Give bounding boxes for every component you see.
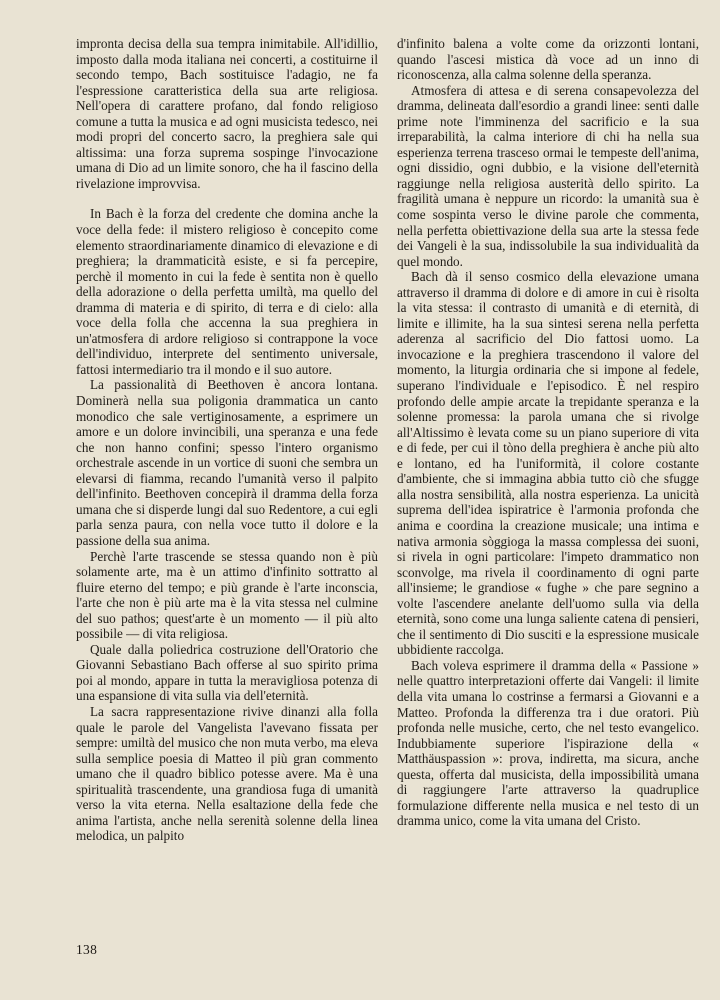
paragraph: Quale dalla poliedrica costruzione dell'Oratorio che Giovanni Sebastiano Bach offerse al suo spirito prima poi al mondo, appare in tutta la meravigliosa potenza di una espansione di vita sulla via dell'eternità. (76, 641, 378, 704)
right-text-column (397, 36, 699, 829)
paragraph: La sacra rappresentazione rivive dinanzi alla folla quale le parole del Vangelista l'avevano fissata per sempre: umiltà del musico che non muta verbo, ma eleva sulla semplice poesia di Matteo il più gran commento umano che il quadro biblico potesse avere. Ma è una spiritualità trascendente, una grandiosa fuga di umanità verso la vita eterna. Nella esaltazione della fede che anima l'artista, anche nella serenità solenne della linea melodica, un palpito (76, 703, 378, 844)
paragraph: In Bach è la forza del credente che domina anche la voce della fede: il mistero religioso è concepito come elemento straordinariamente dinamico di elevazione e di preghiera; la drammaticità esiste, e si fa percepire, perchè il momento in cui la fede è sentita non è quello della adorazione o della perfetta umiltà, ma quello del dramma di materia e di spirito, di terra e di cielo: alla voce della folla che accenna la sua preghiera in un'atmosfera di ardore religioso si contrappone la voce dell'individuo, interprete del sentimento universale, fattosi intermediario tra il mondo e il suo autore. (76, 206, 378, 377)
paragraph: La passionalità di Beethoven è ancora lontana. Dominerà nella sua poligonia drammatica un canto monodico che sale vertiginosamente, a esprimere un amore e un dolore invincibili, una speranza e una fede che non hanno confini; spesso l'intero organismo orchestrale ascende in un vortice di suoni che sembra un elevarsi di fiamma, recando l'umanità verso il palpito dell'infinito. Beethoven concepirà il dramma della forza umana che si disperde lungi dal suo Redentore, a cui egli parla senza paura, con nella voce tutto il dolore e la passione della sua anima. (76, 377, 378, 548)
paragraph: Bach dà il senso cosmico della elevazione umana attraverso il dramma di dolore e di amore in cui è risolta la vita stessa: il contrasto di umanità e di eternità, di limite e illimite, ha la sua sintesi serena nella perfetta aderenza al sacrificio del Dio fattosi uomo. La invocazione e la preghiera trascendono il valore del momento, la liturgia ordinaria che si impone al fedele, superano l'individuale e l'episodico. È nel respiro profondo delle ampie arcate la trepidante speranza e la solenne promessa: la parola umana che si rivolge all'Altissimo è levata come su un piano superiore di vita e di fede, per cui il tòno della preghiera è anche più alto e lontano, ed ha l'uniformità, il colore costante d'ambiente, che si immagina abbia tutto ciò che sfugge alla nostra sensibilità, alla nostra esperienza. La unicità suprema dell'idea ispiratrice è l'armonia profonda che anima e coordina la creazione musicale; una intima e nativa armonia sòggioga la massa complessa dei suoni, si rivela in ogni particolare: l'impeto drammatico non sconvolge, ma rivela il coordinamento di ogni parte all'insieme; le grandiose « fughe » che pare segnino a volte l'ascendere anelante dell'uomo sulla via della eternità, sono come una lunga saliente catena di pensieri, che il sentimento di Dio susciti e la espressione musicale ubbidiente raccolga. (397, 269, 699, 658)
paragraph: Atmosfera di attesa e di serena consapevolezza del dramma, delineata dall'esordio a grandi linee: senti dalle prime note l'imminenza del sacrificio e la sua irreparabilità, la calma interiore di chi ha nella sua esperienza terrena trasceso ormai le tempeste dell'anima, ogni dissidio, ogni dubbio, e la visione dell'eternità raggiunge nella religiosa austerità dello spirito. La fragilità umana è neppure un ricordo: la umanità sua è come sospinta verso le divine parole che commenta, nella perfetta obiettivazione della sua arte la stessa fede dei Vangeli è la sua, indissolubile la sua individualità da quel mondo. (397, 82, 699, 269)
paragraph: impronta decisa della sua tempra inimitabile. All'idillio, imposto dalla moda italiana nei concerti, a costituirne il secondo tempo, Bach sostituisce l'adagio, ne fa l'espressione caratteristica della sua arte religiosa. Nell'opera di carattere profano, dal fondo religioso comune a tutta la musica e ad ogni musicista tedesco, nei modi propri del concerto sacro, la preghiera sale qui altissima: una forza suprema sospinge l'invocazione umana di Dio ad un limite sonoro, che ha il fascino della rivelazione improvvisa. (76, 36, 378, 191)
page-number: 138 (76, 942, 98, 957)
paragraph: Perchè l'arte trascende se stessa quando non è più solamente arte, ma è un attimo d'infinito sottratto al fluire eterno del tempo; e più grande è l'arte inconscia, l'arte che non è più arte ma è la vita stessa nel culmine del suo pathos; quest'arte è un momento — il più alto possibile — di vita religiosa. (76, 548, 378, 642)
paragraph: d'infinito balena a volte come da orizzonti lontani, quando l'ascesi mistica dà voce ad un inno di riconoscenza, alla calma solenne della speranza. (397, 36, 699, 83)
paragraph: Bach voleva esprimere il dramma della « Passione » nelle quattro interpretazioni offerte dai Vangeli: il limite della vita umana lo costrinse a fermarsi a Giovanni e a Matteo. Profonda la differenza tra i due oratori. Più profonda nelle musiche, certo, che nel testo evangelico. Indubbiamente superiore l'ispirazione della « Matthäuspassion »: prova, indiretta, ma sicura, anche questa, offerta dal musicista, della impossibilità umana di raggiungere l'arte attraverso la quadruplice formulazione differente nella musica e nel testo di un dramma unico, come la vita umana del Cristo. (397, 657, 699, 829)
left-text-column (76, 36, 378, 844)
